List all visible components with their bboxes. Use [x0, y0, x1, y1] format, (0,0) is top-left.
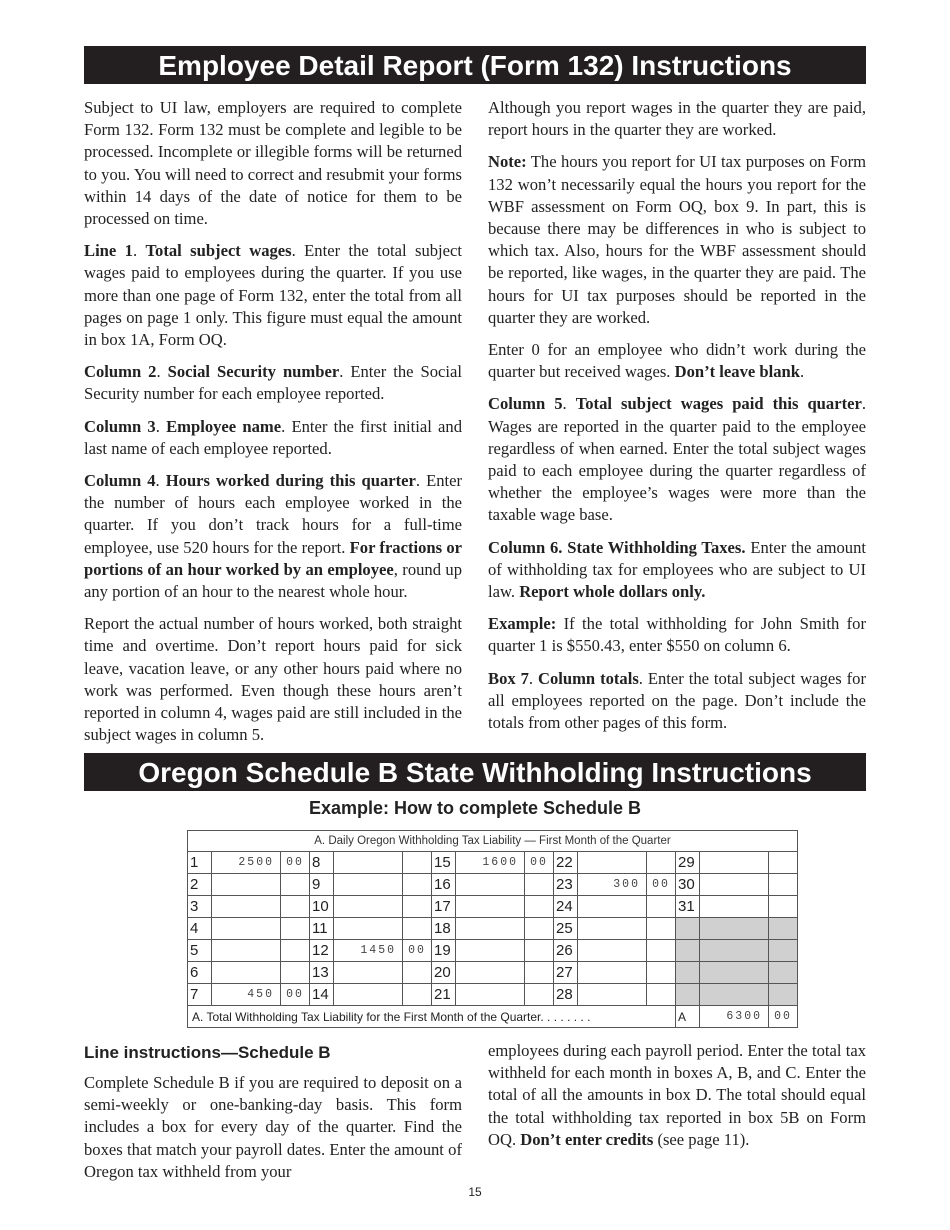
cents-cell-day-3[interactable] [281, 896, 310, 918]
shaded-cell [700, 984, 769, 1006]
amount-cell-day-21[interactable] [456, 984, 525, 1006]
amount-cell-day-3[interactable] [212, 896, 281, 918]
text: employees during each payroll period. Enter the total tax withheld for each month in boxes A, B, and C. Enter the total of all the amounts in box D. The total should equal the total withholding tax reported in box 5B on Form OQ. [488, 1041, 866, 1149]
amount-cell-day-11[interactable] [334, 918, 403, 940]
day-number: 16 [432, 874, 456, 896]
cents-cell-day-31[interactable] [769, 896, 798, 918]
section-title-form-132: Employee Detail Report (Form 132) Instructions [84, 46, 866, 84]
total-amount-cell[interactable]: 6300 [700, 1006, 769, 1028]
cents-cell-day-1[interactable]: 00 [281, 852, 310, 874]
paragraph [488, 537, 866, 604]
shaded-cell [676, 940, 700, 962]
day-number: 9 [310, 874, 334, 896]
shaded-cell [769, 940, 798, 962]
bold-text: Column 2 [84, 362, 157, 382]
bold-text: Box 7 [488, 668, 529, 688]
shaded-cell [676, 962, 700, 984]
amount-cell-day-24[interactable] [578, 896, 647, 918]
cents-cell-day-24[interactable] [647, 896, 676, 918]
amount-cell-day-28[interactable] [578, 984, 647, 1006]
cents-cell-day-29[interactable] [769, 852, 798, 874]
total-label: A. Total Withholding Tax Liability for the First Month of the Quarter. . . . . . . . [188, 1006, 676, 1028]
page-number: 15 [468, 1185, 482, 1199]
shaded-cell [769, 984, 798, 1006]
example-title: Example: How to complete Schedule B [308, 798, 642, 818]
day-number: 5 [188, 940, 212, 962]
amount-cell-day-31[interactable] [700, 896, 769, 918]
text: Report the actual number of hours worked, both straight time and overtime. Don’t report hours paid for sick leave, vacation leave, or any other hours paid where no work was performed. Even though these hours aren’t reported in column 4, wages paid are still included in the subject wages in column 5. [84, 614, 462, 745]
cents-cell-day-18[interactable] [525, 918, 554, 940]
paragraph [488, 1040, 866, 1151]
text: Enter the amount of withholding tax for employees who are subject to UI law. [488, 537, 866, 602]
day-number: 10 [310, 896, 334, 918]
text: . Enter the Social Security number for each employee reported. [84, 362, 462, 404]
day-number: 15 [432, 852, 456, 874]
bold-text: Column 5 [488, 394, 563, 414]
cents-cell-day-5[interactable] [281, 940, 310, 962]
day-number: 25 [554, 918, 578, 940]
amount-cell-day-16[interactable] [456, 874, 525, 896]
day-number: 7 [188, 984, 212, 1006]
text: (see page 11). [653, 1129, 750, 1149]
cents-cell-day-23[interactable]: 00 [647, 874, 676, 896]
amount-cell-day-9[interactable] [334, 874, 403, 896]
amount-cell-day-18[interactable] [456, 918, 525, 940]
amount-cell-day-27[interactable] [578, 962, 647, 984]
amount-cell-day-12[interactable]: 1450 [334, 940, 403, 962]
amount-cell-day-15[interactable]: 1600 [456, 852, 525, 874]
cents-cell-day-30[interactable] [769, 874, 798, 896]
cents-cell-day-10[interactable] [403, 896, 432, 918]
section-title-schedule-b: Oregon Schedule B State Withholding Instructions [84, 753, 866, 791]
cents-cell-day-16[interactable] [525, 874, 554, 896]
amount-cell-day-13[interactable] [334, 962, 403, 984]
amount-cell-day-19[interactable] [456, 940, 525, 962]
day-number: 14 [310, 984, 334, 1006]
day-number: 2 [188, 874, 212, 896]
total-box-letter: A [676, 1006, 700, 1028]
shaded-cell [676, 984, 700, 1006]
cents-cell-day-14[interactable] [403, 984, 432, 1006]
table-row [188, 874, 798, 896]
day-number: 12 [310, 940, 334, 962]
line-instructions-right [488, 1040, 866, 1161]
cents-cell-day-21[interactable] [525, 984, 554, 1006]
table-row [188, 984, 798, 1006]
day-number: 17 [432, 896, 456, 918]
cents-cell-day-22[interactable] [647, 852, 676, 874]
bold-text: Report whole dollars only. [519, 582, 706, 602]
paragraph [488, 393, 866, 526]
cents-cell-day-13[interactable] [403, 962, 432, 984]
bold-text: Line 1 [84, 241, 133, 261]
bold-text: Don’t leave blank [674, 362, 800, 382]
table-row [188, 918, 798, 940]
bold-text: Total subject wages [145, 241, 292, 261]
day-number: 8 [310, 852, 334, 874]
amount-cell-day-26[interactable] [578, 940, 647, 962]
amount-cell-day-2[interactable] [212, 874, 281, 896]
cents-cell-day-26[interactable] [647, 940, 676, 962]
bold-text: Column totals [537, 668, 639, 688]
bold-text: Column 4 [84, 471, 156, 491]
paragraph [488, 613, 866, 657]
cents-cell-day-19[interactable] [525, 940, 554, 962]
text: . [156, 362, 168, 382]
text: . [155, 471, 166, 491]
bold-text: Don’t enter credits [520, 1129, 654, 1149]
amount-cell-day-25[interactable] [578, 918, 647, 940]
shaded-cell [700, 962, 769, 984]
day-number: 27 [554, 962, 578, 984]
day-number: 1 [188, 852, 212, 874]
line-instructions-left [84, 1072, 462, 1193]
day-number: 6 [188, 962, 212, 984]
paragraph [488, 97, 866, 141]
day-number: 26 [554, 940, 578, 962]
text: Although you report wages in the quarter they are paid, report hours in the quarter they are worked. [488, 98, 866, 140]
bold-text: Total subject wages paid this quarter [575, 394, 862, 414]
paragraph [84, 470, 462, 603]
text: . [155, 416, 167, 436]
paragraph [84, 1072, 462, 1183]
day-number: 31 [676, 896, 700, 918]
bold-text: Employee name [166, 416, 282, 436]
cents-cell-day-20[interactable] [525, 962, 554, 984]
shaded-cell [769, 962, 798, 984]
bold-text: Hours worked during this quarter [165, 471, 416, 491]
amount-cell-day-23[interactable]: 300 [578, 874, 647, 896]
day-number: 28 [554, 984, 578, 1006]
bold-text: Social Security number [167, 362, 340, 382]
cents-cell-day-2[interactable] [281, 874, 310, 896]
cents-cell-day-15[interactable]: 00 [525, 852, 554, 874]
shaded-cell [676, 918, 700, 940]
amount-cell-day-30[interactable] [700, 874, 769, 896]
paragraph [84, 416, 462, 460]
paragraph [84, 240, 462, 351]
text: If the total withholding for John Smith for quarter 1 is $550.43, enter $550 on column 6. [488, 614, 866, 656]
amount-cell-day-1[interactable]: 2500 [212, 852, 281, 874]
shaded-cell [769, 918, 798, 940]
cents-cell-day-4[interactable] [281, 918, 310, 940]
line-instructions-heading: Line instructions—Schedule B [84, 1043, 331, 1062]
day-number: 24 [554, 896, 578, 918]
cents-cell-day-25[interactable] [647, 918, 676, 940]
amount-cell-day-6[interactable] [212, 962, 281, 984]
table-row [188, 940, 798, 962]
paragraph [84, 613, 462, 746]
amount-cell-day-5[interactable] [212, 940, 281, 962]
text: . [132, 241, 146, 261]
cents-cell-day-28[interactable] [647, 984, 676, 1006]
paragraph [488, 339, 866, 383]
amount-cell-day-4[interactable] [212, 918, 281, 940]
amount-cell-day-20[interactable] [456, 962, 525, 984]
bold-text: Column 6. State Withholding Taxes. [488, 537, 746, 557]
text: , round up any portion of an hour to the nearest whole hour. [84, 559, 462, 602]
amount-cell-day-7[interactable]: 450 [212, 984, 281, 1006]
paragraph [488, 668, 866, 735]
cents-cell-day-17[interactable] [525, 896, 554, 918]
amount-cell-day-29[interactable] [700, 852, 769, 874]
bold-text: Column 3 [84, 416, 156, 436]
text: . [528, 668, 538, 688]
cents-cell-day-11[interactable] [403, 918, 432, 940]
table-header: A. Daily Oregon Withholding Tax Liability — First Month of the Quarter [188, 831, 798, 852]
day-number: 23 [554, 874, 578, 896]
day-number: 20 [432, 962, 456, 984]
text: . Wages are reported in the quarter paid to the employee regardless of when earned. Enter the total subject wages paid to each employee during the quarter regardless of whether the employee’s wages were more than the taxable wage base. [488, 394, 866, 525]
bold-text: Note: [488, 152, 527, 172]
day-number: 22 [554, 852, 578, 874]
text: Subject to UI law, employers are required to complete Form 132. Form 132 must be complete and legible to be processed. Incomplete or illegible forms will be returned to you. You will need to correct and resubmit your forms within 14 days of the date of notice for them to be processed on time. [84, 98, 462, 229]
left-column [84, 97, 462, 756]
cents-cell-day-12[interactable]: 00 [403, 940, 432, 962]
amount-cell-day-17[interactable] [456, 896, 525, 918]
amount-cell-day-14[interactable] [334, 984, 403, 1006]
amount-cell-day-10[interactable] [334, 896, 403, 918]
cents-cell-day-7[interactable]: 00 [281, 984, 310, 1006]
cents-cell-day-27[interactable] [647, 962, 676, 984]
cents-cell-day-6[interactable] [281, 962, 310, 984]
text: The hours you report for UI tax purposes on Form 132 won’t necessarily equal the hours you report for the WBF assessment on Form OQ, box 9. In part, this is because there may be differences in who is subject to which tax. Also, hours for the WBF assessment should be reported, like wages, in the quarter they are paid. The hours for UI tax purposes should be reported in the quarter they are worked. [488, 152, 866, 327]
text: . [562, 394, 576, 414]
day-number: 30 [676, 874, 700, 896]
text: Complete Schedule B if you are required to deposit on a semi-weekly or one-banking-day basis. This form includes a box for every day of the quarter. Find the boxes that match your payroll dates. Enter the amount of Oregon tax withheld from your [84, 1073, 462, 1181]
cents-cell-day-9[interactable] [403, 874, 432, 896]
text: . Enter the first initial and last name of each employee reported. [84, 416, 463, 458]
day-number: 11 [310, 918, 334, 940]
bold-text: Example: [488, 614, 557, 634]
total-cents-cell[interactable]: 00 [769, 1006, 798, 1028]
shaded-cell [700, 940, 769, 962]
paragraph [84, 361, 462, 405]
text: . Enter the total subject wages for all employees reported on the page. Don’t include the totals from other pages of this form. [488, 668, 866, 733]
right-column [488, 97, 866, 744]
amount-cell-day-22[interactable] [578, 852, 647, 874]
table-row [188, 852, 798, 874]
table-row [188, 962, 798, 984]
text: . Enter the number of hours each employee worked in the quarter. If you don’t track hours for a full-time employee, use 520 hours for the report. [84, 471, 462, 557]
paragraph [84, 97, 462, 230]
shaded-cell [700, 918, 769, 940]
day-number: 18 [432, 918, 456, 940]
bold-text: For fractions or portions of an hour worked by an employee [84, 537, 462, 579]
day-number: 4 [188, 918, 212, 940]
cents-cell-day-8[interactable] [403, 852, 432, 874]
day-number: 3 [188, 896, 212, 918]
day-number: 13 [310, 962, 334, 984]
table-row [188, 896, 798, 918]
text: Enter 0 for an employee who didn’t work during the quarter but received wages. [488, 340, 866, 382]
day-number: 21 [432, 984, 456, 1006]
amount-cell-day-8[interactable] [334, 852, 403, 874]
day-number: 19 [432, 940, 456, 962]
text: . Enter the total subject wages paid to employees during the quarter. If you use more than one page of Form 132, enter the total from all pages on page 1 only. This figure must equal the amount in box 1A, Form OQ. [84, 241, 462, 350]
text: . [799, 362, 805, 382]
schedule-b-table [187, 830, 798, 1028]
paragraph [488, 151, 866, 329]
day-number: 29 [676, 852, 700, 874]
